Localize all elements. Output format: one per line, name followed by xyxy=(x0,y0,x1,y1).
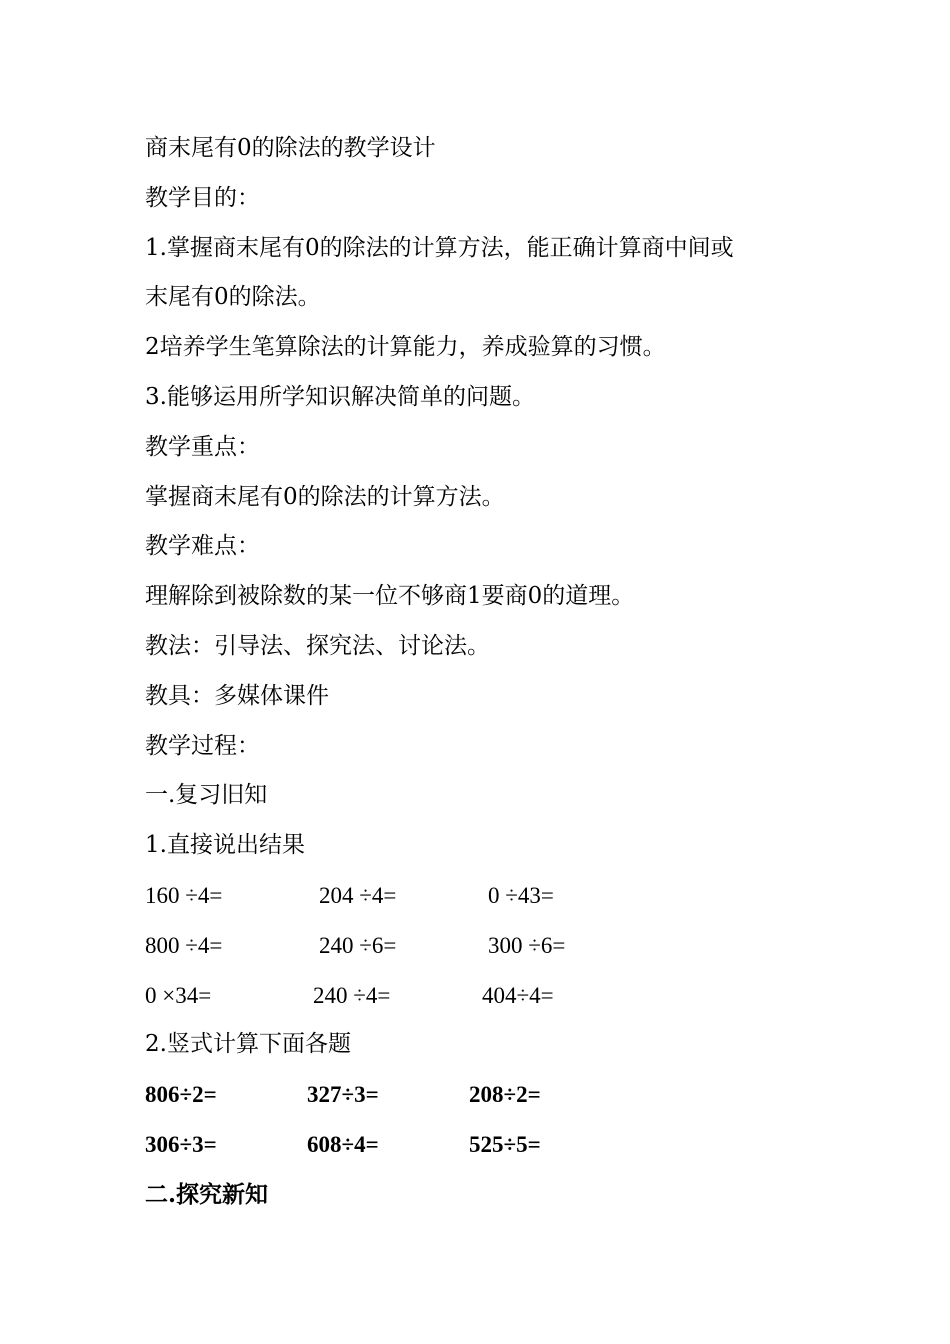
key-points-heading: 教学重点： xyxy=(145,433,260,460)
oral-problem: 160 ÷4= xyxy=(145,882,223,908)
objective-1-line-1: 1.掌握商末尾有0的除法的计算方法，能正确计算商中间或 xyxy=(145,234,734,261)
task-oral-heading: 1.直接说出结果 xyxy=(145,832,305,859)
teaching-tools: 教具：多媒体课件 xyxy=(145,682,329,709)
oral-problem: 0 ÷43= xyxy=(488,882,554,908)
oral-problem: 300 ÷6= xyxy=(488,932,566,958)
oral-row-3 xyxy=(145,971,845,1021)
document-title: 商末尾有0的除法的教学设计 xyxy=(145,135,436,161)
difficulty-text: 理解除到被除数的某一位不够商1要商0的道理。 xyxy=(145,583,635,610)
objective-3: 3.能够运用所学知识解决简单的问题。 xyxy=(145,383,535,410)
oral-problem: 800 ÷4= xyxy=(145,932,223,958)
written-row-2 xyxy=(145,1120,845,1170)
written-row-1 xyxy=(145,1070,845,1120)
written-problem: 208÷2= xyxy=(469,1082,541,1108)
objective-1-line-2: 末尾有0的除法。 xyxy=(145,284,321,311)
written-problem: 525÷5= xyxy=(469,1131,541,1157)
oral-problem: 204 ÷4= xyxy=(319,882,397,908)
key-points-text: 掌握商末尾有0的除法的计算方法。 xyxy=(145,483,505,510)
teaching-methods: 教法：引导法、探究法、讨论法。 xyxy=(145,632,490,659)
oral-problem: 404÷4= xyxy=(482,982,554,1008)
oral-problem: 240 ÷6= xyxy=(319,932,397,958)
oral-row-2 xyxy=(145,921,845,971)
written-problem: 327÷3= xyxy=(307,1082,379,1108)
task-written-heading: 2.竖式计算下面各题 xyxy=(145,1031,351,1058)
oral-row-1 xyxy=(145,871,845,921)
objectives-heading: 教学目的： xyxy=(145,184,260,211)
written-problem: 306÷3= xyxy=(145,1131,217,1157)
objective-2: 2培养学生笔算除法的计算能力，养成验算的习惯。 xyxy=(145,334,666,361)
difficulty-heading: 教学难点： xyxy=(145,533,260,560)
written-problem: 806÷2= xyxy=(145,1082,217,1108)
process-heading: 教学过程： xyxy=(145,732,260,759)
written-problem: 608÷4= xyxy=(307,1131,379,1157)
section-review-heading: 一.复习旧知 xyxy=(145,782,268,809)
section-explore-heading: 二.探究新知 xyxy=(145,1180,269,1208)
document-body xyxy=(145,124,845,1220)
oral-problem: 240 ÷4= xyxy=(313,982,391,1008)
oral-problem: 0 ×34= xyxy=(145,982,212,1008)
